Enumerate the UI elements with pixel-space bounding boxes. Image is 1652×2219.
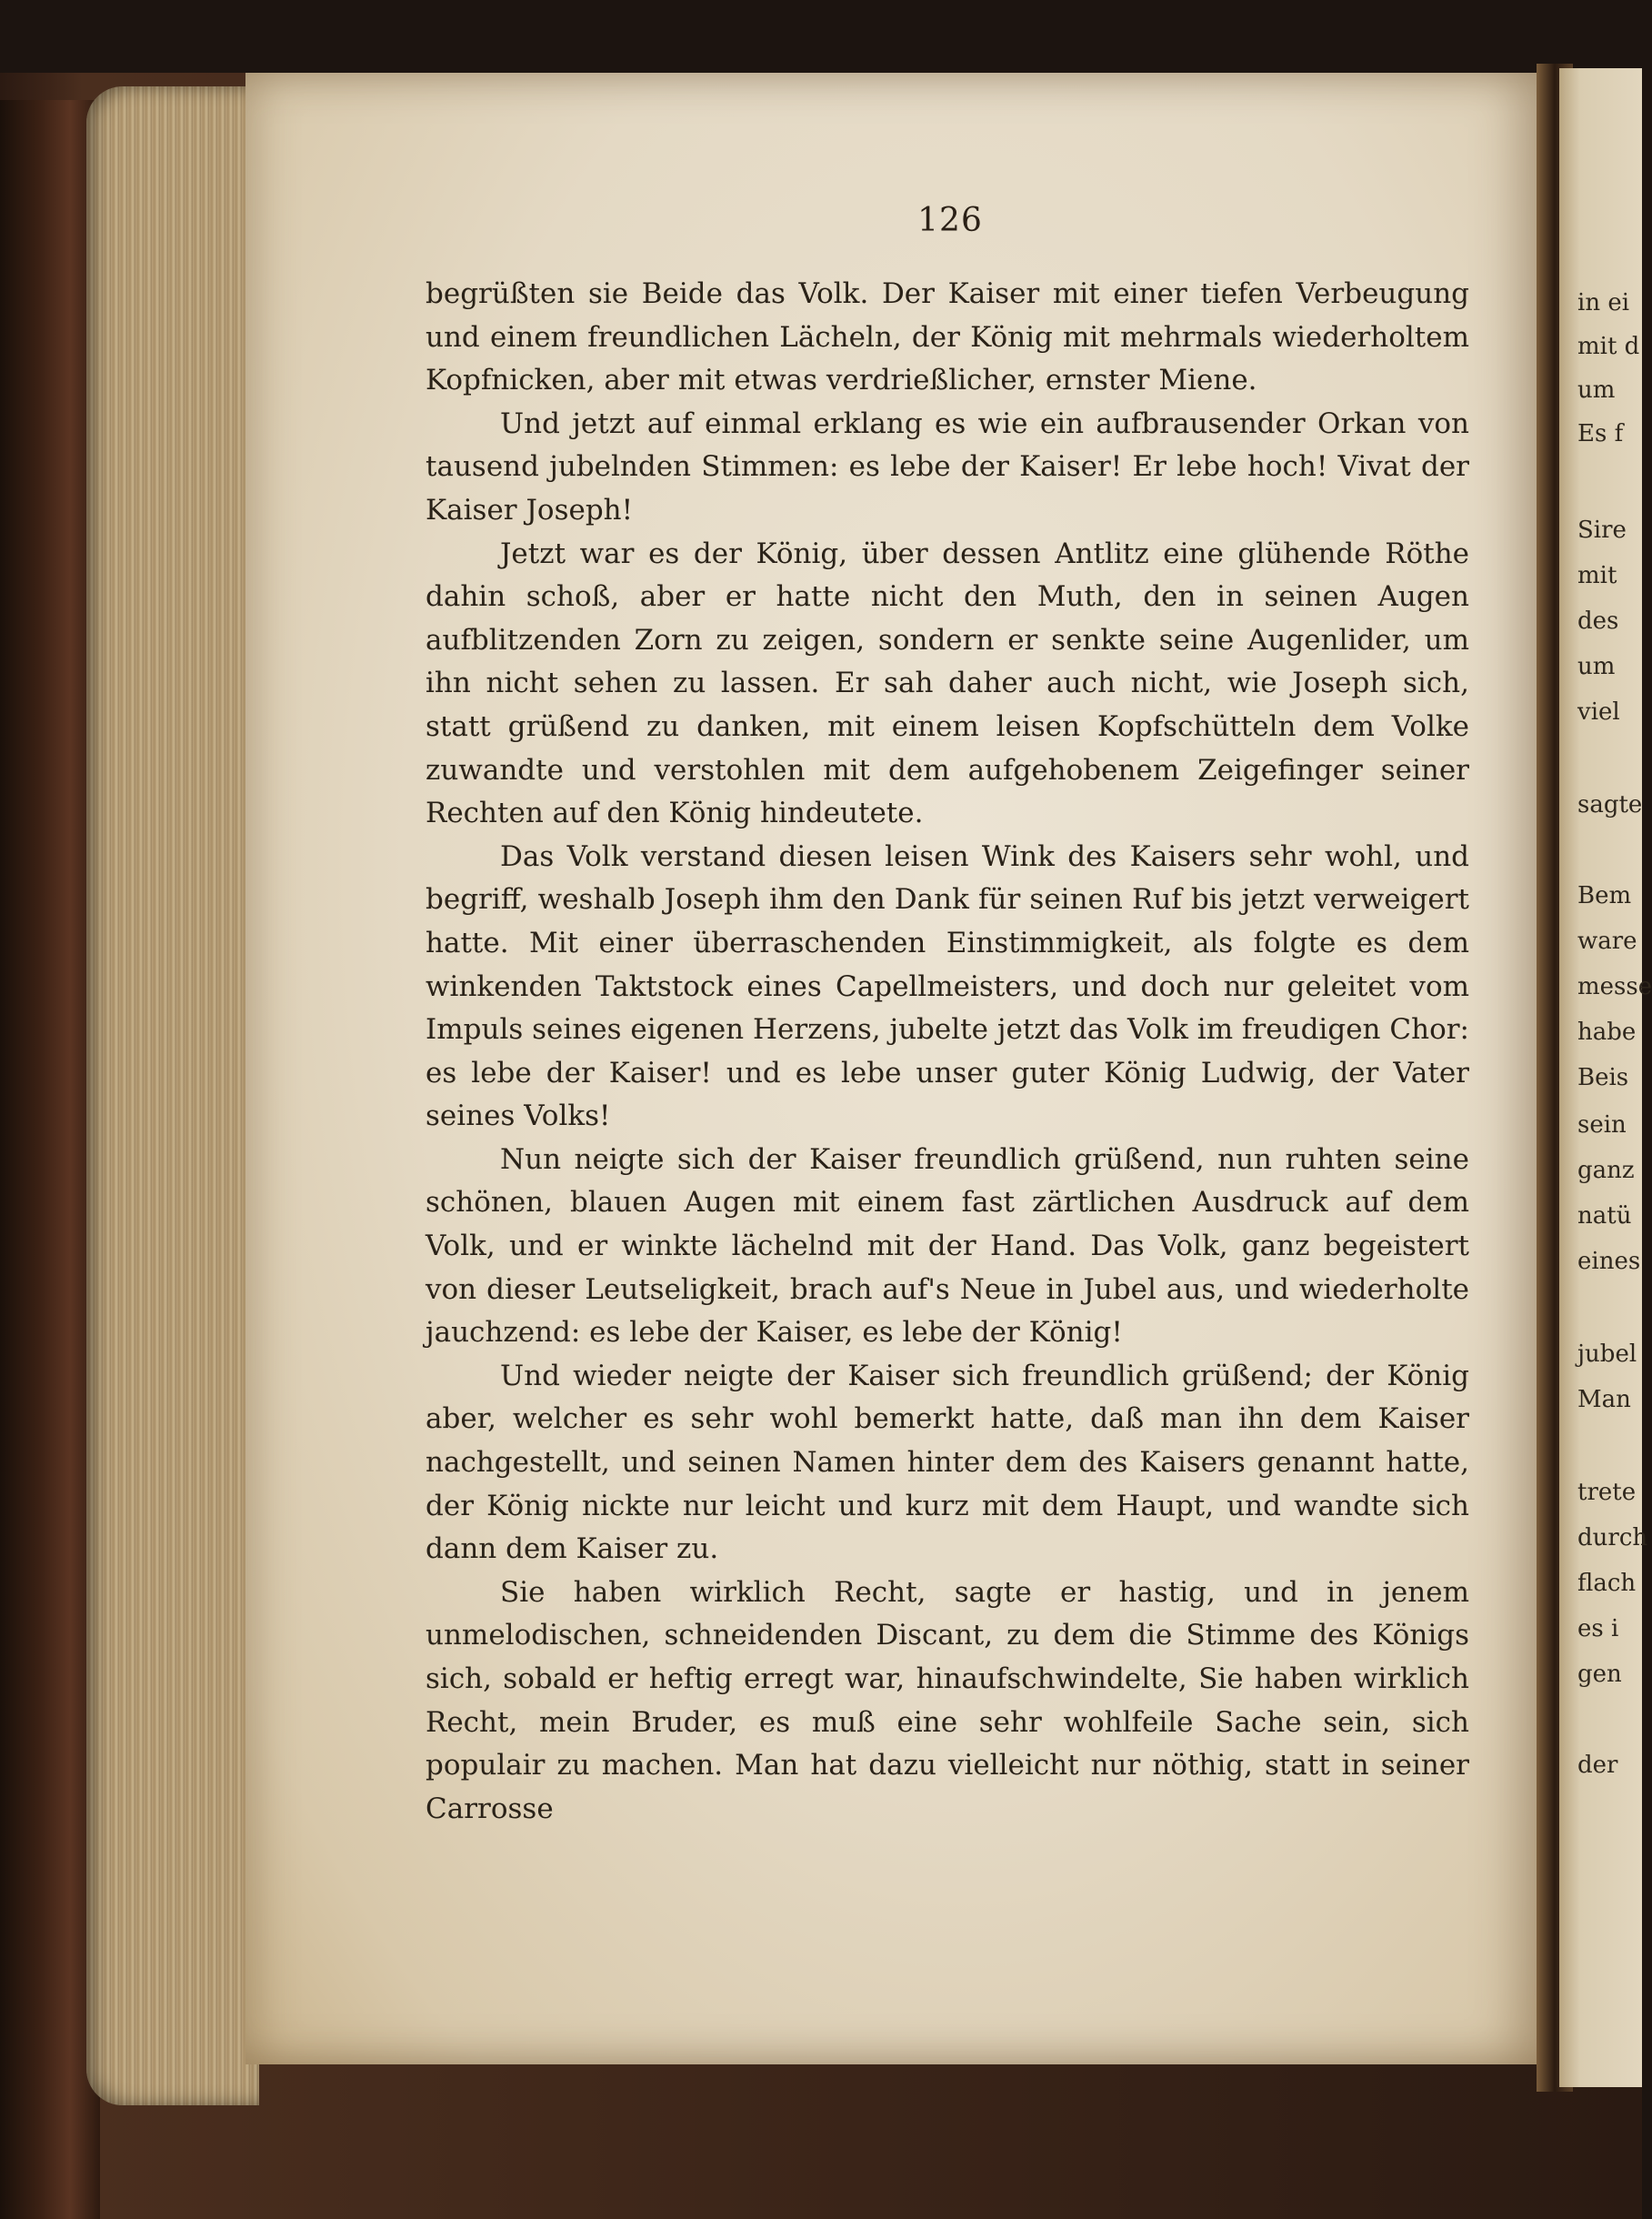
page-text: [426, 273, 1469, 1831]
paragraph: Und jetzt auf einmal erklang es wie ein aufbrausender Orkan von tausend jubelnden Stimmen: es lebe der Kaiser! Er lebe hoch! Vivat der Kaiser Joseph!: [426, 407, 1469, 527]
adjacent-page-fragment: der: [1577, 1752, 1618, 1779]
page-number: 126: [917, 202, 983, 239]
adjacent-page-fragment: des: [1577, 607, 1619, 635]
adjacent-page-fragment: trete: [1577, 1479, 1637, 1506]
adjacent-page-fragment: gen: [1577, 1661, 1622, 1688]
paragraph: Sie haben wirklich Recht, sagte er hastig, und in jenem unmelodischen, schneidenden Discant, zu dem die Stimme des Königs sich, sobald er heftig erregt war, hinaufschwindelte, Sie haben wirklich Recht, mein Bruder, es muß eine sehr wohlfeile Sache sein, sich populair zu machen. Man hat dazu vielleicht nur nöthig, statt in seiner Carrosse: [426, 1575, 1469, 1825]
paragraph: Jetzt war es der König, über dessen Antlitz eine glühende Röthe dahin schoß, aber er hatte nicht den Muth, den in seinen Augen aufblitzenden Zorn zu zeigen, sondern er senkte seine Augenlider, um ihn nicht sehen zu lassen. Er sah daher auch nicht, wie Joseph sich, statt grüßend zu danken, mit einem leisen Kopfschütteln dem Volke zuwandte und verstohlen mit dem aufgehobenem Zeigefinger seiner Rechten auf den König hindeutete.: [426, 537, 1469, 830]
adjacent-page-fragment: ganz: [1577, 1157, 1635, 1184]
adjacent-page-fragment: eines: [1577, 1248, 1641, 1275]
adjacent-page-fragment: Beis: [1577, 1064, 1629, 1091]
adjacent-page-fragment: mit: [1577, 562, 1617, 589]
adjacent-page-fragment: ware: [1577, 928, 1637, 955]
adjacent-page-fragment: sagte: [1577, 791, 1643, 818]
page-edges: [86, 86, 259, 2105]
adjacent-page-fragment: um: [1577, 377, 1616, 404]
paragraph: Und wieder neigte der Kaiser sich freundlich grüßend; der König aber, welcher es sehr wohl bemerkt hatte, daß man ihn dem Kaiser nachgestellt, und seinen Namen hinter dem des Kaisers genannt hatte, der König nickte nur leicht und kurz mit dem Haupt, und wandte sich dann dem Kaiser zu.: [426, 1359, 1469, 1566]
adjacent-page-fragment: Es f: [1577, 420, 1624, 447]
adjacent-page-fragment: Sire: [1577, 517, 1627, 544]
adjacent-page-fragment: Man: [1577, 1386, 1631, 1413]
adjacent-page-fragment: Bem: [1577, 882, 1632, 909]
adjacent-page-fragment: viel: [1577, 698, 1620, 726]
book-spine: [0, 100, 100, 2219]
adjacent-page-fragment: habe: [1577, 1019, 1637, 1046]
adjacent-page-fragment: jubel: [1577, 1340, 1637, 1368]
adjacent-page-fragment: es i: [1577, 1615, 1619, 1642]
adjacent-page-fragment: messe: [1577, 973, 1652, 1000]
adjacent-page-fragment: sein: [1577, 1111, 1627, 1139]
paragraph: Das Volk verstand diesen leisen Wink des Kaisers sehr wohl, und begriff, weshalb Joseph ihm den Dank für seinen Ruf bis jetzt verweigert hatte. Mit einer überraschenden Einstimmigkeit, als folgte es dem winkenden Taktstock eines Capellmeisters, und doch nur geleitet vom Impuls seines eigenen Herzens, jubelte jetzt das Volk im freudigen Chor: es lebe der Kaiser! und es lebe unser guter König Ludwig, der Vater seines Volks!: [426, 839, 1469, 1133]
paragraph: begrüßten sie Beide das Volk. Der Kaiser mit einer tiefen Verbeugung und einem freundlichen Lächeln, der König mit mehrmals wiederholtem Kopfnicken, aber mit etwas verdrießlicher, ernster Miene.: [426, 277, 1469, 397]
adjacent-page-fragment: um: [1577, 653, 1616, 680]
adjacent-page-fragment: natü: [1577, 1202, 1632, 1230]
adjacent-page-fragment: flach: [1577, 1570, 1637, 1597]
adjacent-page-fragment: mit d: [1577, 333, 1640, 360]
adjacent-page-fragment: in ei: [1577, 289, 1630, 316]
paragraph: Nun neigte sich der Kaiser freundlich grüßend, nun ruhten seine schönen, blauen Augen mit einem fast zärtlichen Ausdruck auf dem Volk, und er winkte lächelnd mit der Hand. Das Volk, ganz begeistert von dieser Leutseligkeit, brach auf's Neue in Jubel aus, und wiederholte jauchzend: es lebe der Kaiser, es lebe der König!: [426, 1142, 1469, 1350]
adjacent-page-fragment: durch: [1577, 1524, 1648, 1551]
